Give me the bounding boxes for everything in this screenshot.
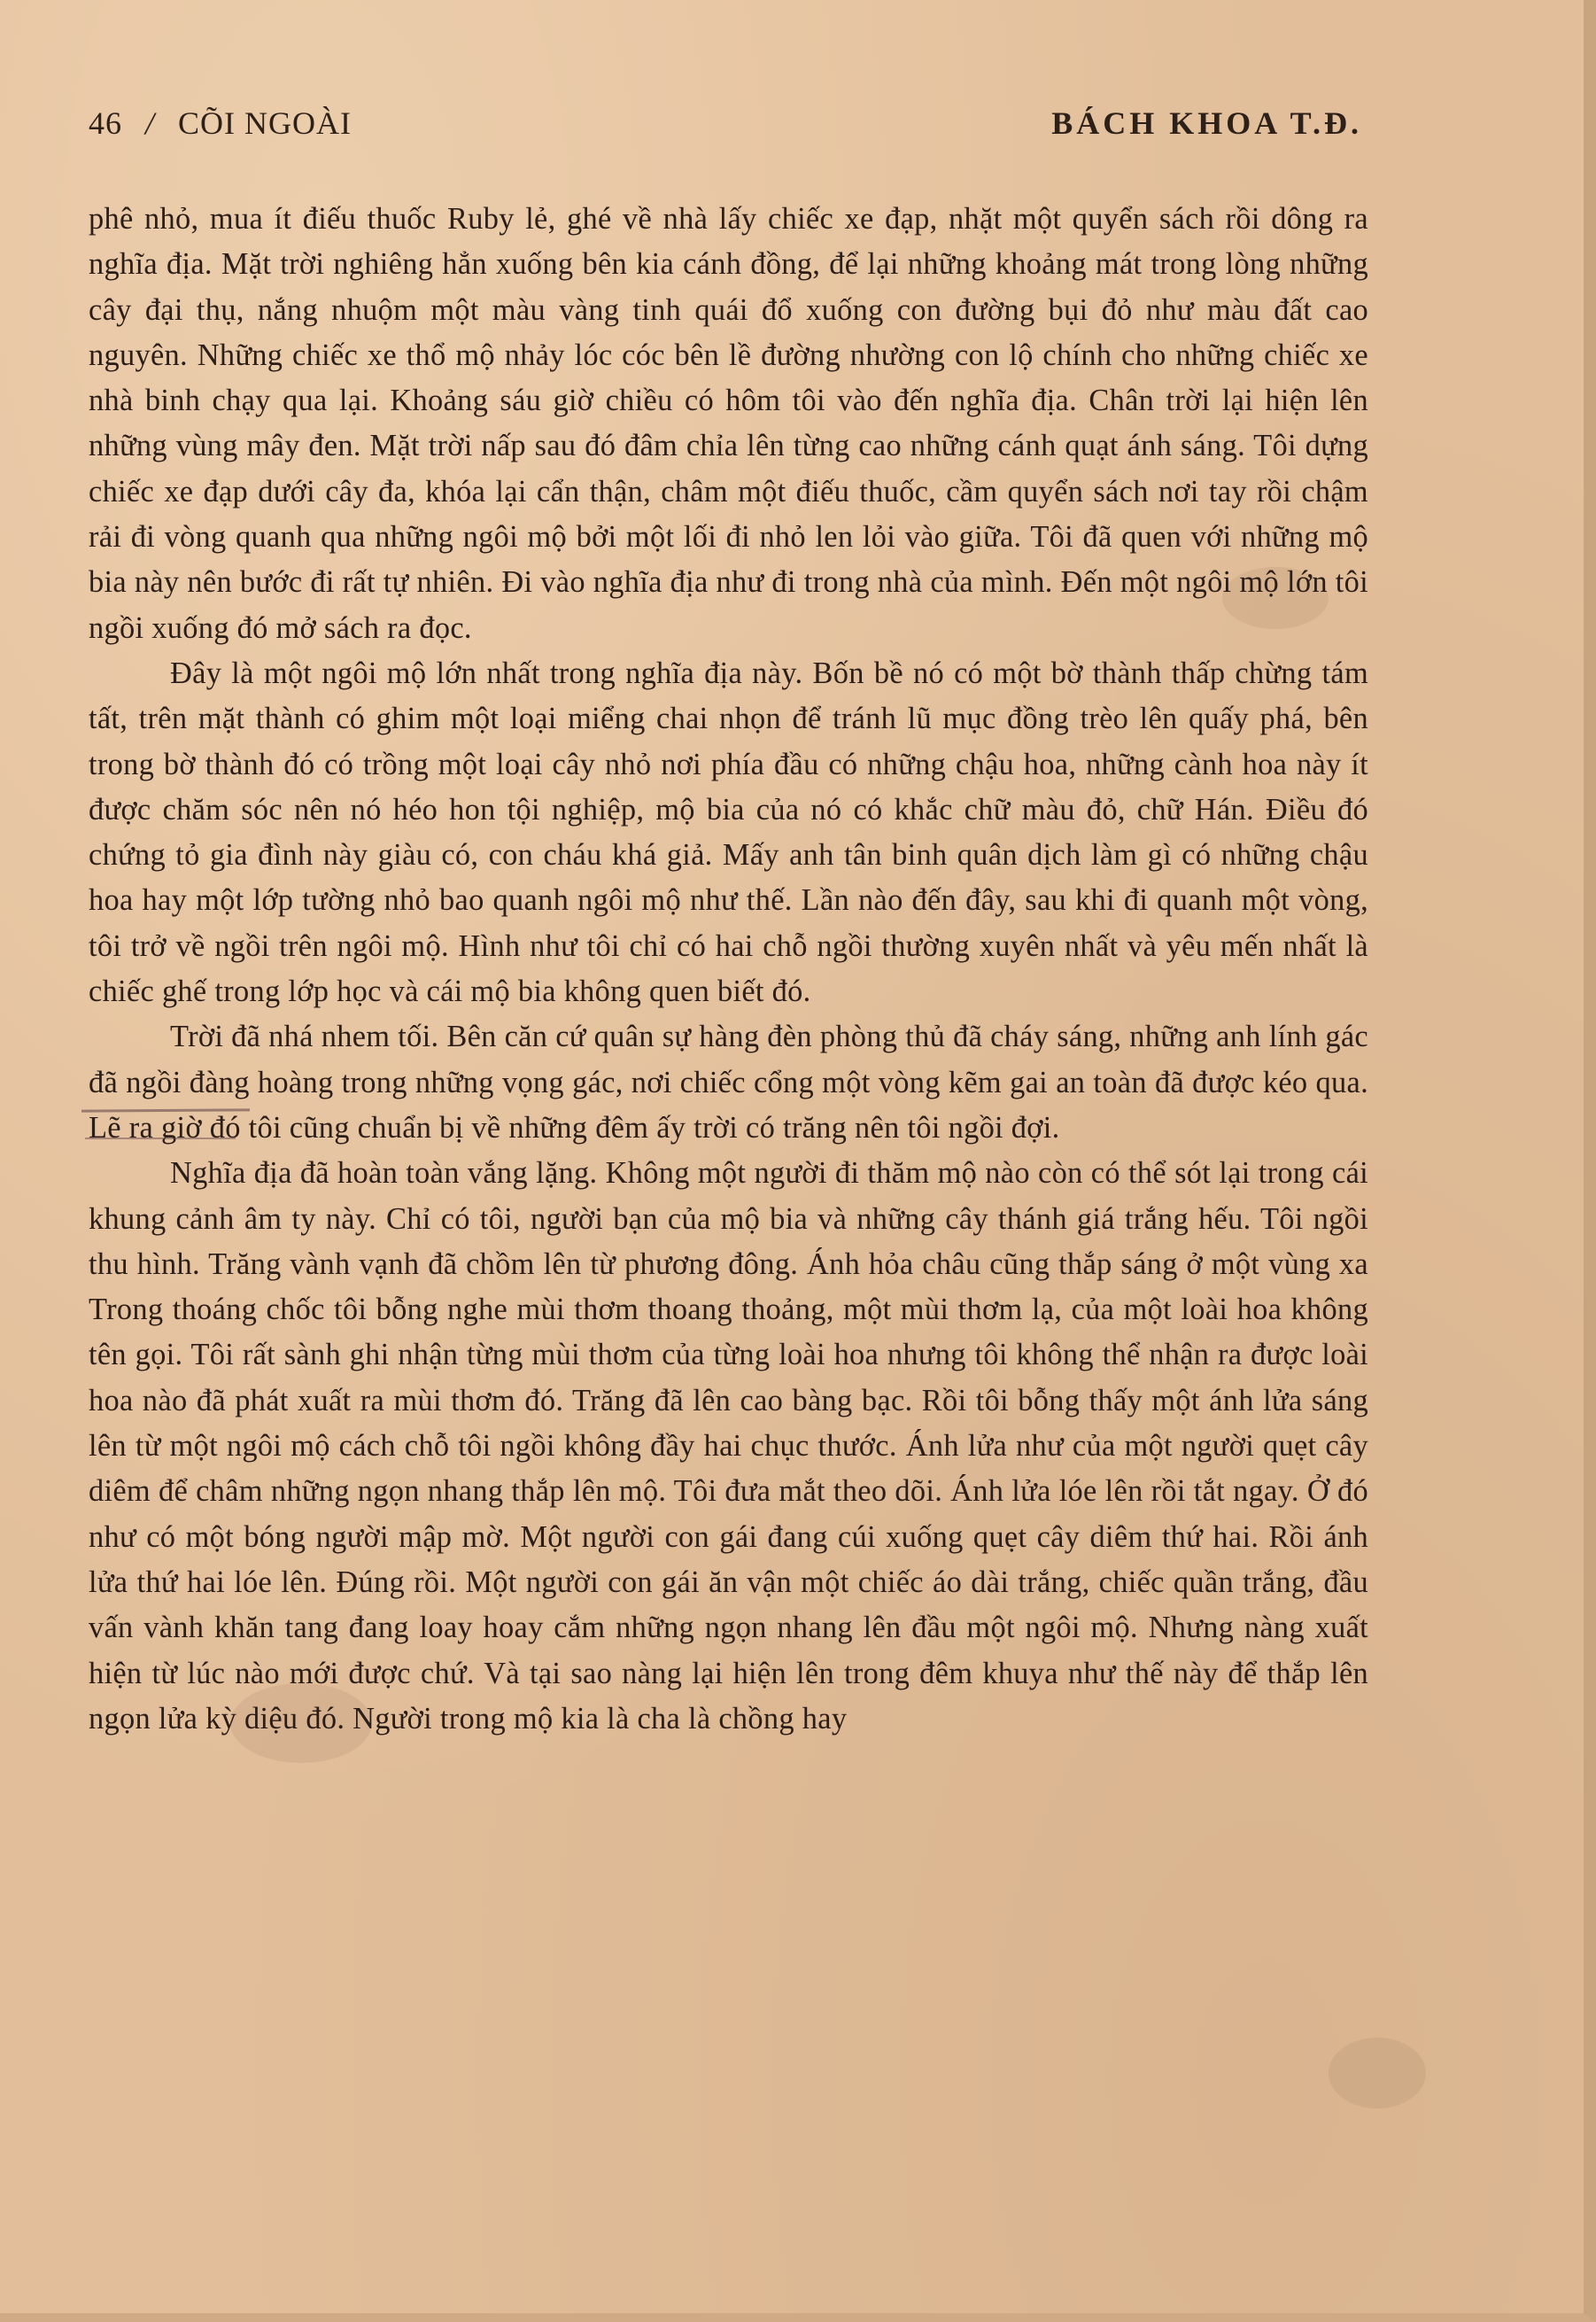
body-text xyxy=(89,197,1368,1742)
pen-underline-mark xyxy=(85,1138,236,1139)
paragraph: Trời đã nhá nhem tối. Bên căn cứ quân sự hàng đèn phòng thủ đã cháy sáng, những anh lính gác đã ngồi đàng hoàng trong những vọng gác, nơi chiếc cổng một vòng kẽm gai an toàn đã được kéo qua. Lẽ ra giờ đó tôi cũng chuẩn bị về những đêm ấy trời có trăng nên tôi ngồi đợi. xyxy=(89,1020,1368,1145)
page-number: 46 xyxy=(89,105,122,141)
paragraph: Nghĩa địa đã hoàn toàn vắng lặng. Không một người đi thăm mộ nào còn có thể sót lại trong cái khung cảnh âm ty này. Chỉ có tôi, người bạn của mộ bia và những cây thánh giá trắng hếu. Tôi ngồi thu hình. Trăng vành vạnh đã chồm lên từ phương đông. Ánh hỏa châu cũng thắp sáng ở một vùng xa Trong thoáng chốc tôi bỗng nghe mùi thơm thoang thoảng, một mùi thơm lạ, của một loài hoa không tên gọi. Tôi rất sành ghi nhận từng mùi thơm của từng loài hoa nhưng tôi không thể nhận ra được loài hoa nào đã phát xuất ra mùi thơm đó. Trăng đã lên cao bàng bạc. Rồi tôi bỗng thấy một ánh lửa sáng lên từ một ngôi mộ cách chỗ tôi ngồi không đầy hai chục thước. Ánh lửa như của một người quẹt cây diêm để châm những ngọn nhang thắp lên mộ. Tôi đưa mắt theo dõi. Ánh lửa lóe lên rồi tắt ngay. Ở đó như có một bóng người mập mờ. Một người con gái đang cúi xuống quẹt cây diêm thứ hai. Rồi ánh lửa thứ hai lóe lên. Đúng rồi. Một người con gái ăn vận một chiếc áo dài trắng, chiếc quần trắng, đầu vấn vành khăn tang đang loay hoay cắm những ngọn nhang lên đầu một ngôi mộ. Nhưng nàng xuất hiện từ lúc nào mới được chứ. Và tại sao nàng lại hiện lên trong đêm khuya như thế này để thắp lên ngọn lửa kỳ diệu đó. Người trong mộ kia là cha là chồng hay xyxy=(89,1156,1368,1736)
section-title: CÕI NGOÀI xyxy=(178,105,352,141)
paragraph: Đây là một ngôi mộ lớn nhất trong nghĩa địa này. Bốn bề nó có một bờ thành thấp chừng tám tất, trên mặt thành có ghim một loại miểng chai nhọn để tránh lũ mục đồng trèo lên quấy phá, bên trong bờ thành đó có trồng một loại cây nhỏ nơi phía đầu có những chậu hoa, những cành hoa này ít được chăm sóc nên nó héo hon tội nghiệp, mộ bia của nó có khắc chữ màu đỏ, chữ Hán. Điều đó chứng tỏ gia đình này giàu có, con cháu khá giả. Mấy anh tân binh quân dịch làm gì có những chậu hoa hay một lớp tường nhỏ bao quanh ngôi mộ như thế. Lần nào đến đây, sau khi đi quanh một vòng, tôi trở về ngồi trên ngôi mộ. Hình như tôi chỉ có hai chỗ ngồi thường xuyên nhất và yêu mến nhất là chiếc ghế trong lớp học và cái mộ bia không quen biết đó. xyxy=(89,656,1368,1009)
running-head xyxy=(89,105,1362,149)
publication-title: BÁCH KHOA T.Đ. xyxy=(1051,105,1362,141)
paper-stain xyxy=(1329,2038,1426,2108)
header-separator: / xyxy=(145,105,156,141)
paragraph: phê nhỏ, mua ít điếu thuốc Ruby lẻ, ghé về nhà lấy chiếc xe đạp, nhặt một quyển sách rồi dông ra nghĩa địa. Mặt trời nghiêng hẳn xuống bên kia cánh đồng, để lại những khoảng mát trong lòng những cây đại thụ, nắng nhuộm một màu vàng tinh quái đổ xuống con đường bụi đỏ như màu đất cao nguyên. Những chiếc xe thổ mộ nhảy lóc cóc bên lề đường nhường con lộ chính cho những chiếc xe nhà binh chạy qua lại. Khoảng sáu giờ chiều có hôm tôi vào đến nghĩa địa. Chân trời lại hiện lên những vùng mây đen. Mặt trời nấp sau đó đâm chỉa lên từng cao những cánh quạt ánh sáng. Tôi dựng chiếc xe đạp dưới cây đa, khóa lại cẩn thận, châm một điếu thuốc, cầm quyển sách nơi tay rồi chậm rải đi vòng quanh qua những ngôi mộ bởi một lối đi nhỏ len lỏi vào giữa. Tôi đã quen với những mộ bia này nên bước đi rất tự nhiên. Đi vào nghĩa địa như đi trong nhà của mình. Đến một ngôi mộ lớn tôi ngồi xuống đó mở sách ra đọc. xyxy=(89,202,1368,645)
running-head-left xyxy=(89,105,352,142)
